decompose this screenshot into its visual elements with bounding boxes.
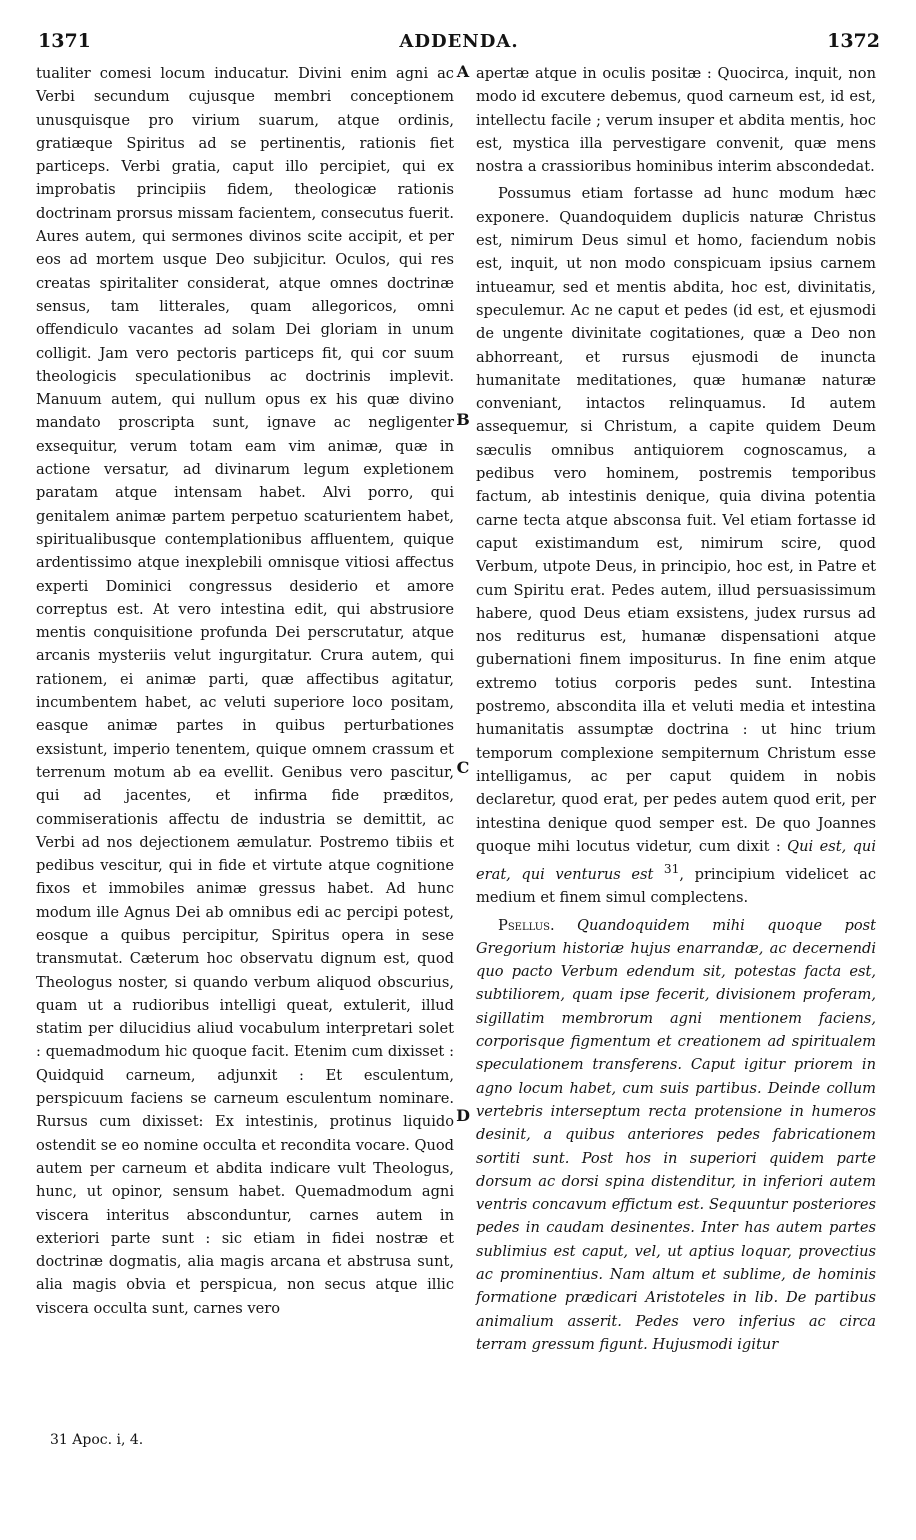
psellus-label: Psellus. bbox=[498, 916, 555, 934]
left-column-text: tualiter comesi locum inducatur. Divini enim agni ac Verbi secundum cujusque membri conceptionem unusquisque pro virium suarum, atque ordinis, gratiæque Spiritus ad se pertinentis, rationis fiet particeps. Verbi gratia, caput illo percipiet, qui ex improbatis principiis fidem, theologicæ rationis doctrinam prorsus missam facientem, consecutus fuerit. Aures autem, qui sermones divinos scite accipit, et per eos ad mortem usque Deo subjicitur. Oculos, qui res creatas spiritaliter considerat, atque omnes doctrinæ sensus, tam litterales, quam allegoricos, omni offendiculo vacantes ad solam Dei gloriam in unum colligit. Jam vero pectoris particeps fit, qui cor suum theologicis speculationibus ac doctrinis implevit. Manuum autem, qui nullum opus ex his quæ divino mandato proscripta sunt, ignave ac negligenter exsequitur, verum totam eam vim animæ, quæ in actione versatur, ad divinarum legum expletionem paratam atque intensam habet. Alvi porro, qui genitalem animæ partem perpetuo scaturientem habet, spiritualibusque contemplationibus affluentem, quique ardentissimo atque inexplebili omnisque vitiosi affectus experti Dominici congressus desiderio et amore correptus est. At vero intestina edit, qui abstrusiore mentis conquisitione profunda Dei perscrutatur, atque arcanis mysteriis velut ingurgitatur. Crura autem, qui rationem, ei animæ parti, quæ affectibus agitatur, incumbentem habet, ac veluti superiore loco positam, easque animæ partes in quibus perturbationes exsistunt, imperio tenentem, quique omnem crassum et terrenum motum ab ea evellit. Genibus vero pascitur, qui ad jacentes, et infirma fide præditos, commiserationis affectu de industria se demittit, ac Verbi ad nos dejectionem æmulatur. Postremo tibiis et pedibus vescitur, qui in fide et virtute atque cognitione fixos et immobiles animæ gressus habet. Ad hunc modum ille Agnus Dei ab omnibus edi ac percipi potest, eosque a quibus percipitur, Spiritus opera in sese transmutat. Cæterum hoc observatu dignum est, quod Theologus noster, si quando verbum aliquod obscurius, quam ut a rudioribus intelligi queat, extulerit, illud statim per dilucidius aliud vocabulum interpretari solet : quemadmodum hic quoque facit. Etenim cum dixisset : Quidquid carneum, adjunxit : Et esculentum, perspicuum faciens se carneum esculentum nominare. Rursus cum dixisset: Ex intestinis, protinus liquido ostendit se eo nomine occulta et recondita vocare. Quod autem per carneum et abdita indicare vult Theologus, hunc, ut opinor, sensum habet. Quemadmodum agni viscera interitus absconduntur, carnes autem in exteriori parte sunt : sic etiam in fidei nostræ et doctrinæ dogmatis, alia magis arcana et abstrusa sunt, alia magis obvia et perspicua, non secus atque illic viscera occulta sunt, carnes vero bbox=[36, 65, 454, 1317]
page-number-left: 1371 bbox=[38, 30, 91, 52]
psellus-paragraph bbox=[476, 914, 876, 1357]
right-column bbox=[476, 62, 876, 1356]
right-paragraph-2 bbox=[476, 182, 876, 909]
page-header bbox=[38, 30, 880, 60]
running-title: ADDENDA. bbox=[399, 31, 519, 52]
footnote-marker: 31 bbox=[663, 862, 680, 877]
paragraph-2-end: , principium videlicet ac medium et finem simul complectens. bbox=[476, 865, 876, 907]
margin-letter-b: B bbox=[456, 410, 470, 429]
scripture-quote: Qui est, qui erat, qui venturus est bbox=[476, 837, 876, 883]
paragraph-2-text: Possumus etiam fortasse ad hunc modum hæc exponere. Quandoquidem duplicis naturæ Christus est, nimirum Deus simul et homo, faciendum nobis est, inquit, ut non modo conspicuam ipsius carnem intueamur, sed et mentis abdita, hoc est, divinitatis, speculemur. Ac ne caput et pedes (id est, et ejusmodi de ungente divinitate cogitationes, quæ a Deo non abhorreant, et rursus ejusmodi de inuncta humanitate meditationes, quæ humanæ naturæ conveniant, intactos relinquamus. Id autem assequemur, si Christum, a capite quidem Deum sæculis omnibus antiquiorem cognoscamus, a pedibus vero hominem, postremis temporibus factum, ab intestinis denique, quia divina potentia carne tecta atque absconsa fuit. Vel etiam fortasse id caput existimandum est, nimirum scire, quod Verbum, utpote Deus, in principio, hoc est, in Patre et cum Spiritu erat. Pedes autem, illud persuasissimum habere, quod Deus etiam exsistens, judex rursus ad nos rediturus est, humanæ dispensationi atque gubernationi finem impositurus. In fine enim atque extremo totius corporis pedes sunt. Intestina postremo, abscondita illa et veluti media et intestina humanitatis assumptæ doctrina : ut hinc trium temporum complexione sempiternum Christum esse intelligamus, ac per caput quidem in nobis declaretur, quod erat, per pedes autem quod erit, per intestina denique quod semper est. De quo Joannes quoque mihi locutus videtur, cum dixit : bbox=[476, 185, 876, 855]
psellus-text: Quandoquidem mihi quoque post Gregorium historiæ hujus enarrandæ, ac decernendi quo pacto Verbum edendum sit, potestas facta est, subtiliorem, quam ipse fecerit, divisionem proferam, sigillatim membrorum agni mentionem faciens, corporisque figmentum et creationem ad spiritualem speculationem transferens. Caput igitur priorem in agno locum habet, cum suis partibus. Deinde collum vertebris interseptum recta protensione in humeros desinit, a quibus anteriores pedes fabricationem sortiti sunt. Post hos in superiori quidem parte dorsum ac dorsi spina distenditur, in inferiori autem ventris concavum effictum est. Sequuntur posteriores pedes in caudam desinentes. Inter has autem partes sublimius est caput, vel, ut aptius loquar, provectius ac prominentius. Nam altum et sublime, de hominis formatione prædicari Aristoteles in lib. De partibus animalium asserit. Pedes vero inferius ac circa terram gressum figunt. Hujusmodi igitur bbox=[476, 916, 876, 1353]
left-column bbox=[36, 62, 454, 1320]
footnote: 31 Apoc. i, 4. bbox=[50, 1432, 144, 1448]
margin-letter-c: C bbox=[456, 758, 470, 777]
right-paragraph-1: apertæ atque in oculis positæ : Quocirca, inquit, non modo id excutere debemus, quod carneum est, id est, intellectu facile ; verum insuper et abdita mentis, hoc est, mystica illa pervestigare convenit, quæ mens nostra a crassioribus hominibus interim abscondedat. bbox=[476, 65, 876, 176]
margin-letter-a: A bbox=[456, 62, 470, 81]
page-number-right: 1372 bbox=[827, 30, 880, 52]
margin-letter-d: D bbox=[456, 1106, 470, 1125]
